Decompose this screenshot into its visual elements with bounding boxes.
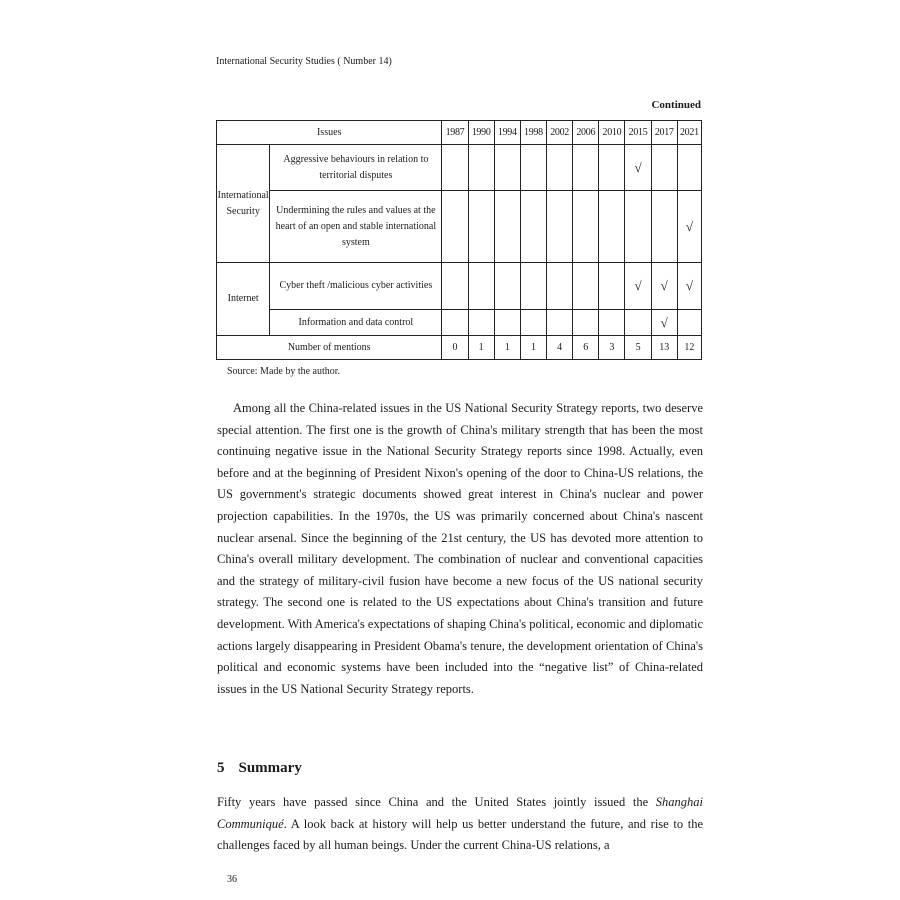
issue-description: Information and data control [270, 310, 442, 336]
total-cell: 3 [599, 336, 625, 360]
total-cell: 6 [573, 336, 599, 360]
mark-cell: √ [677, 263, 701, 310]
total-cell: 5 [625, 336, 651, 360]
issue-description: Undermining the rules and values at the heart of an open and stable international system [270, 191, 442, 263]
mark-cell [677, 310, 701, 336]
year-header: 2010 [599, 121, 625, 145]
mark-cell [547, 191, 573, 263]
mark-cell [468, 310, 494, 336]
issues-header: Issues [217, 121, 442, 145]
mark-cell [494, 263, 520, 310]
year-header: 2002 [547, 121, 573, 145]
body-paragraph: Among all the China-related issues in the US National Security Strategy reports, two deserve special attention. The first one is the growth of China's military strength that has been the most continuing negative issue in the National Security Strategy reports since 1998. Actually, even before and at the beginning of President Nixon's opening of the door to China-US relations, the US government's strategic documents showed great interest in China's nuclear and power projection capabilities. In the 1970s, the US was primarily concerned about China's nascent nuclear arsenal. Since the beginning of the 21st century, the US has devoted more attention to China's overall military development. The combination of nuclear and conventional capacities and the strategy of military-civil fusion have become a new focus of the US national security strategy. The second one is related to the US expectations about China's transition and future development. With America's expectations of shaping China's political, economic and diplomatic actions largely disappearing in President Obama's tenure, the development orientation of China's political and economic systems have been included into the “negative list” of China-related issues in the US National Security Strategy reports. [217, 401, 703, 696]
mark-cell [599, 263, 625, 310]
mark-cell [442, 145, 468, 191]
mark-cell [651, 191, 677, 263]
page-number: 36 [227, 874, 237, 885]
mark-cell [599, 191, 625, 263]
table-row [217, 263, 702, 310]
mark-cell [573, 310, 599, 336]
mark-cell [651, 145, 677, 191]
table-row [217, 191, 702, 263]
total-label: Number of mentions [217, 336, 442, 360]
mark-cell [520, 145, 546, 191]
mark-cell [547, 145, 573, 191]
section-title: Summary [238, 760, 302, 776]
mark-cell [494, 310, 520, 336]
continued-label: Continued [651, 99, 701, 111]
body-paragraph [217, 792, 703, 857]
total-cell: 13 [651, 336, 677, 360]
total-cell: 1 [468, 336, 494, 360]
paragraph-text: Fifty years have passed since China and the United States jointly issued the [217, 795, 656, 809]
mark-cell [625, 310, 651, 336]
section-number: 5 [217, 760, 225, 776]
mark-cell [677, 145, 701, 191]
total-cell: 12 [677, 336, 701, 360]
year-header: 1990 [468, 121, 494, 145]
year-header: 2017 [651, 121, 677, 145]
running-head: International Security Studies ( Number 14) [216, 56, 392, 67]
year-header: 2006 [573, 121, 599, 145]
mark-cell [573, 145, 599, 191]
mark-cell [442, 310, 468, 336]
table-row [217, 145, 702, 191]
mark-cell [520, 310, 546, 336]
year-header: 1987 [442, 121, 468, 145]
mark-cell [494, 191, 520, 263]
mark-cell [442, 191, 468, 263]
mark-cell: √ [625, 263, 651, 310]
mark-cell [547, 310, 573, 336]
mark-cell [599, 145, 625, 191]
table-row [217, 310, 702, 336]
mark-cell [468, 145, 494, 191]
mark-cell [468, 191, 494, 263]
document-title-italic: Shanghai Communiqué [217, 795, 703, 831]
issues-table [216, 120, 702, 360]
total-cell: 1 [494, 336, 520, 360]
year-header: 2015 [625, 121, 651, 145]
section-heading [217, 760, 302, 777]
mark-cell: √ [677, 191, 701, 263]
mark-cell [547, 263, 573, 310]
category-cell: International Security [217, 145, 270, 263]
mark-cell [520, 263, 546, 310]
mark-cell [520, 191, 546, 263]
mark-cell [573, 191, 599, 263]
mark-cell: √ [651, 263, 677, 310]
total-cell: 0 [442, 336, 468, 360]
mark-cell [573, 263, 599, 310]
total-cell: 1 [520, 336, 546, 360]
totals-row [217, 336, 702, 360]
mark-cell: √ [625, 145, 651, 191]
mark-cell [468, 263, 494, 310]
paragraph-text: . A look back at history will help us better understand the future, and rise to the challenges faced by all human beings. Under the current China-US relations, a [217, 816, 703, 853]
year-header: 1994 [494, 121, 520, 145]
mark-cell: √ [651, 310, 677, 336]
category-cell: Internet [217, 263, 270, 336]
issue-description: Aggressive behaviours in relation to territorial disputes [270, 145, 442, 191]
year-header: 2021 [677, 121, 701, 145]
total-cell: 4 [547, 336, 573, 360]
issue-description: Cyber theft /malicious cyber activities [270, 263, 442, 310]
mark-cell [625, 191, 651, 263]
mark-cell [599, 310, 625, 336]
mark-cell [494, 145, 520, 191]
mark-cell [442, 263, 468, 310]
table-header-row [217, 121, 702, 145]
source-note: Source: Made by the author. [227, 366, 341, 377]
year-header: 1998 [520, 121, 546, 145]
